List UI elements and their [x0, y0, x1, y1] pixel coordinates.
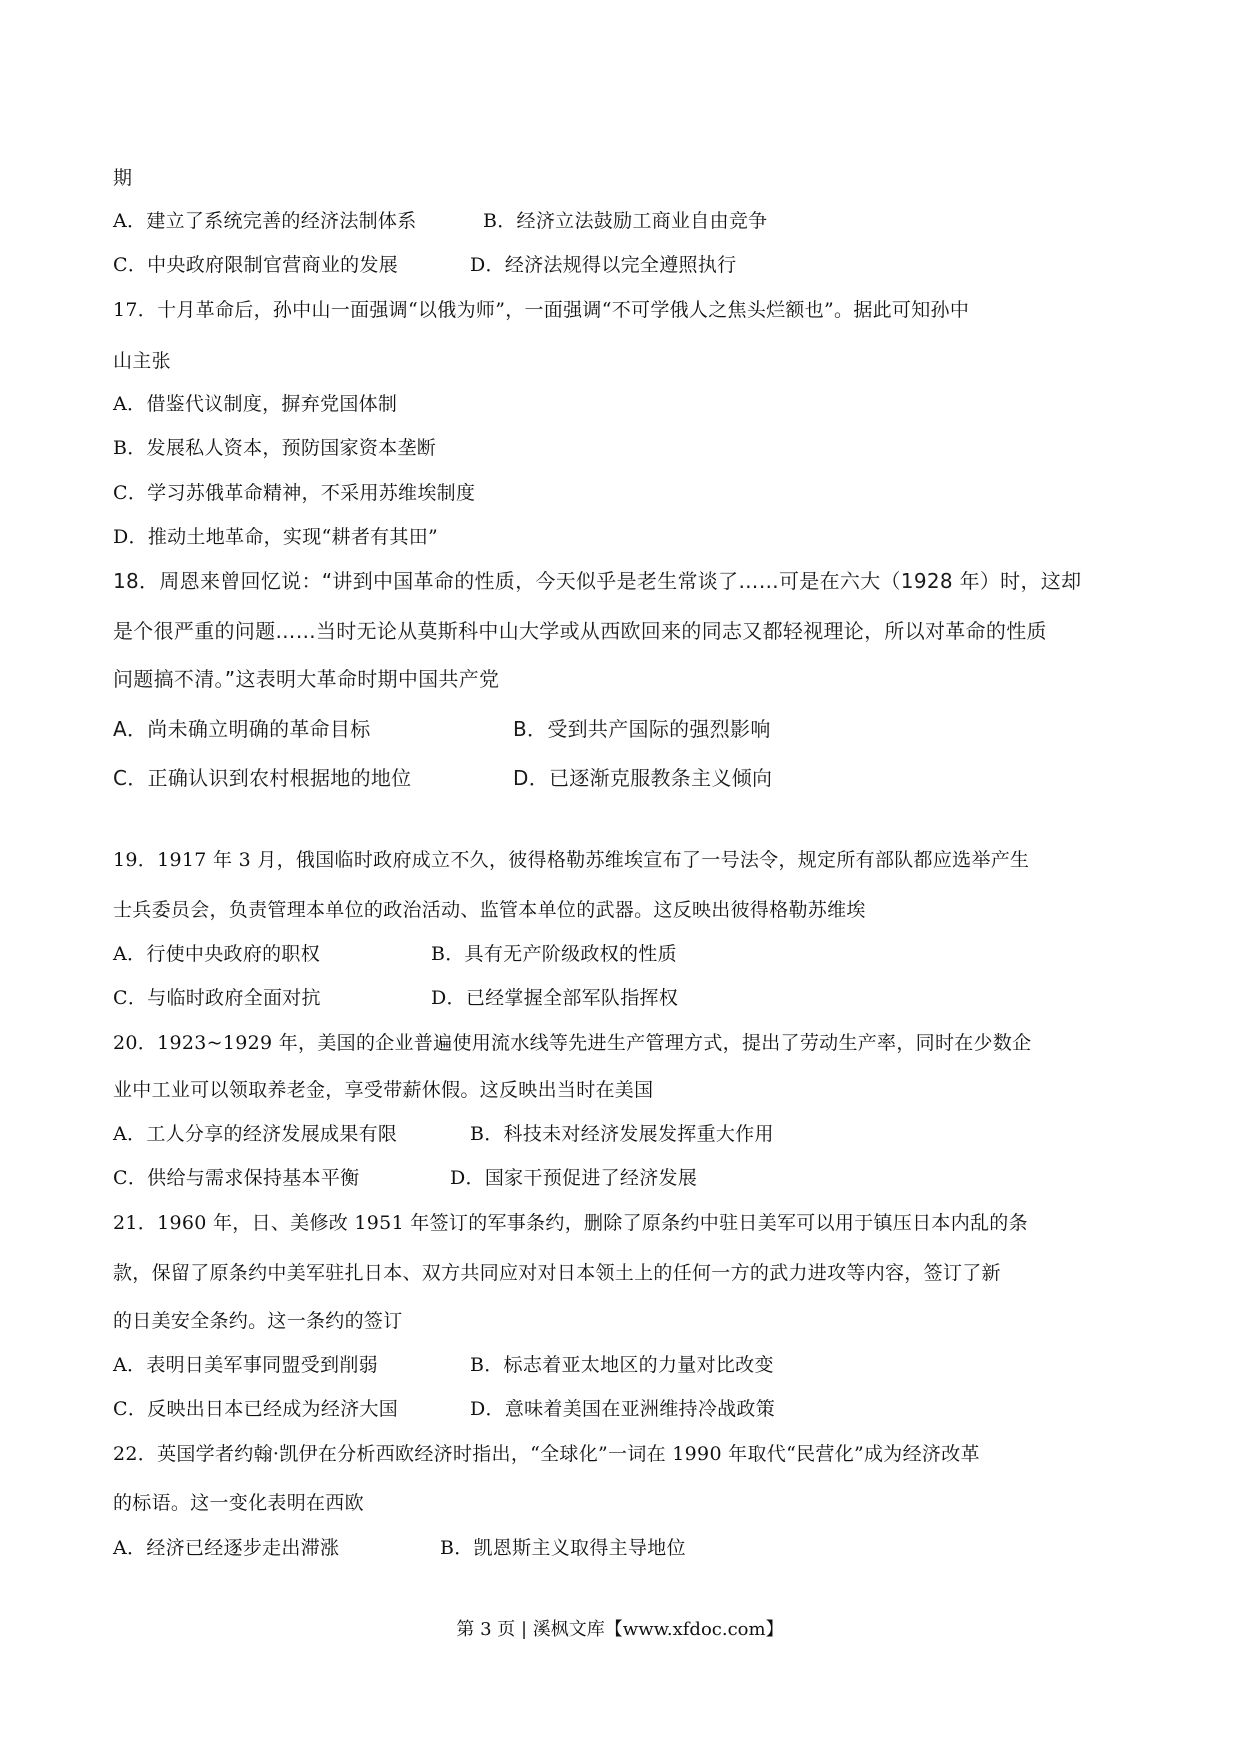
- option-d: D．已逐渐克服教条主义倾向: [513, 766, 773, 790]
- option-a: A．表明日美军事同盟受到削弱: [113, 1354, 378, 1376]
- question-18-stem: 18．周恩来曾回忆说：“讲到中国革命的性质，今天似乎是老生常谈了……可是在六大（1928 年）时，这却: [113, 569, 1082, 593]
- continued-text: 期: [113, 167, 133, 189]
- option-d: D．推动土地革命，实现“耕者有其田”: [113, 526, 439, 548]
- question-21-stem-cont: 款，保留了原条约中美军驻扎日本、双方共同应对对日本领土上的任何一方的武力进攻等内容，签订了新: [113, 1262, 1001, 1284]
- option-b: B．发展私人资本，预防国家资本垄断: [113, 437, 437, 459]
- option-b: B．科技未对经济发展发挥重大作用: [470, 1123, 774, 1145]
- question-18-stem-cont: 问题搞不清。”这表明大革命时期中国共产党: [113, 667, 500, 691]
- option-a: A．借鉴代议制度，摒弃党国体制: [113, 393, 398, 415]
- question-19-stem-cont: 士兵委员会，负责管理本单位的政治活动、监管本单位的武器。这反映出彼得格勒苏维埃: [113, 899, 866, 921]
- option-c: C．与临时政府全面对抗: [113, 987, 321, 1009]
- question-22-stem-cont: 的标语。这一变化表明在西欧: [113, 1492, 364, 1514]
- option-a: A．建立了系统完善的经济法制体系: [113, 210, 417, 232]
- option-b: B．具有无产阶级政权的性质: [431, 943, 677, 965]
- scanned-question-18: [100, 560, 1140, 810]
- option-a: A．尚未确立明确的革命目标: [113, 717, 371, 741]
- question-17-stem: 17．十月革命后，孙中山一面强调“以俄为师”，一面强调“不可学俄人之焦头烂额也”。据此可知孙中: [113, 299, 970, 321]
- option-a: A．行使中央政府的职权: [113, 943, 321, 965]
- option-a: A．工人分享的经济发展成果有限: [113, 1123, 398, 1145]
- option-c: C．供给与需求保持基本平衡: [113, 1167, 360, 1189]
- option-b: B．标志着亚太地区的力量对比改变: [470, 1354, 774, 1376]
- option-d: D．意味着美国在亚洲维持冷战政策: [470, 1398, 776, 1420]
- option-c: C．反映出日本已经成为经济大国: [113, 1398, 399, 1420]
- option-d: D．国家干预促进了经济发展: [450, 1167, 698, 1189]
- option-b: B．凯恩斯主义取得主导地位: [440, 1537, 686, 1559]
- option-c: C．中央政府限制官营商业的发展: [113, 254, 399, 276]
- option-c: C．正确认识到农村根据地的地位: [113, 766, 412, 790]
- question-22-stem: 22．英国学者约翰·凯伊在分析西欧经济时指出，“全球化”一词在 1990 年取代“民营化”成为经济改革: [113, 1443, 980, 1465]
- question-21-stem-cont: 的日美安全条约。这一条约的签订: [113, 1310, 403, 1332]
- option-d: D．经济法规得以完全遵照执行: [470, 254, 737, 276]
- option-a: A．经济已经逐步走出滞涨: [113, 1537, 340, 1559]
- question-20-stem-cont: 业中工业可以领取养老金，享受带薪休假。这反映出当时在美国: [113, 1079, 654, 1101]
- question-17-stem-cont: 山主张: [113, 350, 171, 372]
- question-19-stem: 19．1917 年 3 月，俄国临时政府成立不久，彼得格勒苏维埃宣布了一号法令，规定所有部队都应选举产生: [113, 849, 1030, 871]
- question-18-stem-cont: 是个很严重的问题……当时无论从莫斯科中山大学或从西欧回来的同志又都轻视理论，所以对革命的性质: [113, 619, 1047, 643]
- question-21-stem: 21．1960 年，日、美修改 1951 年签订的军事条约，删除了原条约中驻日美军可以用于镇压日本内乱的条: [113, 1212, 1028, 1234]
- page-footer: 第 3 页 | 溪枫文库【www.xfdoc.com】: [456, 1619, 784, 1640]
- option-b: B．经济立法鼓励工商业自由竞争: [483, 210, 768, 232]
- option-d: D．已经掌握全部军队指挥权: [431, 987, 679, 1009]
- question-20-stem: 20．1923~1929 年，美国的企业普遍使用流水线等先进生产管理方式，提出了劳动生产率，同时在少数企: [113, 1032, 1032, 1054]
- option-c: C．学习苏俄革命精神，不采用苏维埃制度: [113, 482, 476, 504]
- option-b: B．受到共产国际的强烈影响: [513, 717, 771, 741]
